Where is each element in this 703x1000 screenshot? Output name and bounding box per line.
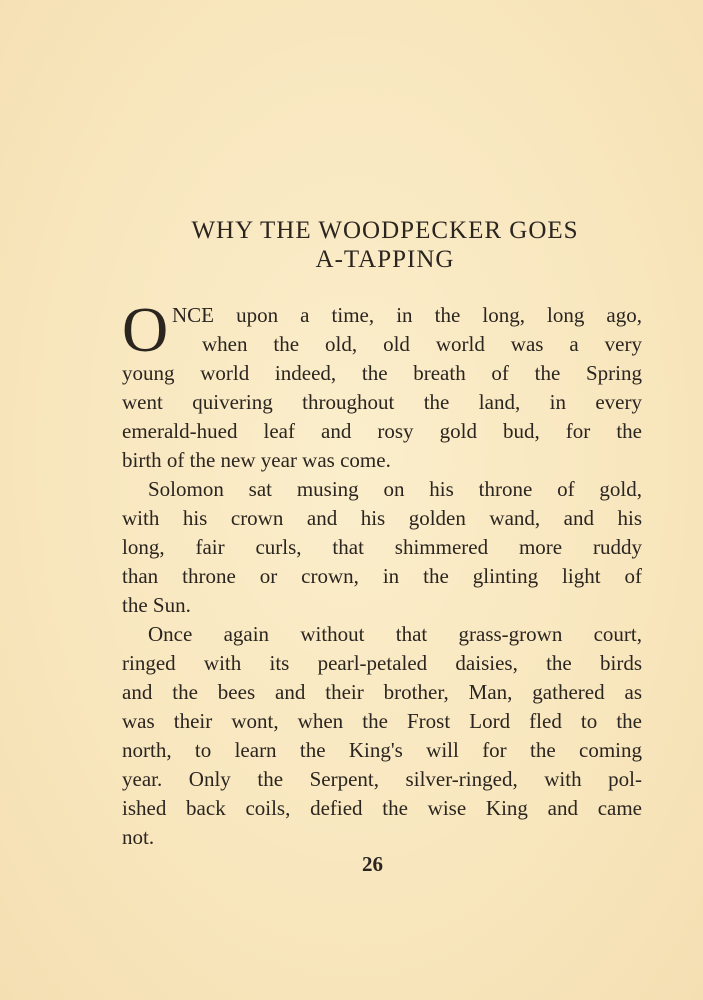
- paragraph-3-line-5: north, to learn the King's will for the coming: [122, 738, 642, 762]
- paragraph-1-line-6: birth of the new year was come.: [122, 448, 391, 472]
- paragraph-2-line-4: than throne or crown, in the glinting light of: [122, 564, 642, 588]
- chapter-title-line-2: A-TAPPING: [315, 246, 455, 273]
- paragraph-3-line-8: not.: [122, 825, 155, 849]
- drop-cap: O: [122, 294, 169, 365]
- paragraph-1-line-5: emerald-hued leaf and rosy gold bud, for the: [122, 419, 642, 443]
- paragraph-2-line-3: long, fair curls, that shimmered more ruddy: [122, 535, 642, 559]
- paragraph-1-line-2: when the old, old world was a very: [202, 332, 642, 356]
- paragraph-3-line-7: ished back coils, defied the wise King and came: [122, 796, 642, 820]
- page-number: 26: [362, 852, 383, 876]
- paragraph-1-line-4: went quivering throughout the land, in every: [122, 390, 642, 414]
- paragraph-3-line-3: and the bees and their brother, Man, gathered as: [122, 680, 642, 704]
- paragraph-1-line-1: NCE upon a time, in the long, long ago,: [172, 303, 642, 327]
- paragraph-1-line-3: young world indeed, the breath of the Spring: [122, 361, 642, 385]
- paragraph-3-line-1: Once again without that grass-grown court,: [148, 622, 642, 646]
- paragraph-3-line-6: year. Only the Serpent, silver-ringed, with pol-: [122, 767, 642, 791]
- paragraph-2-line-1: Solomon sat musing on his throne of gold,: [148, 477, 642, 501]
- paragraph-3-line-4: was their wont, when the Frost Lord fled to the: [122, 709, 642, 733]
- chapter-title-line-1: WHY THE WOODPECKER GOES: [191, 217, 579, 244]
- paragraph-2-line-2: with his crown and his golden wand, and his: [122, 506, 642, 530]
- paragraph-2-line-5: the Sun.: [122, 593, 191, 617]
- paragraph-3-line-2: ringed with its pearl-petaled daisies, the birds: [122, 651, 642, 675]
